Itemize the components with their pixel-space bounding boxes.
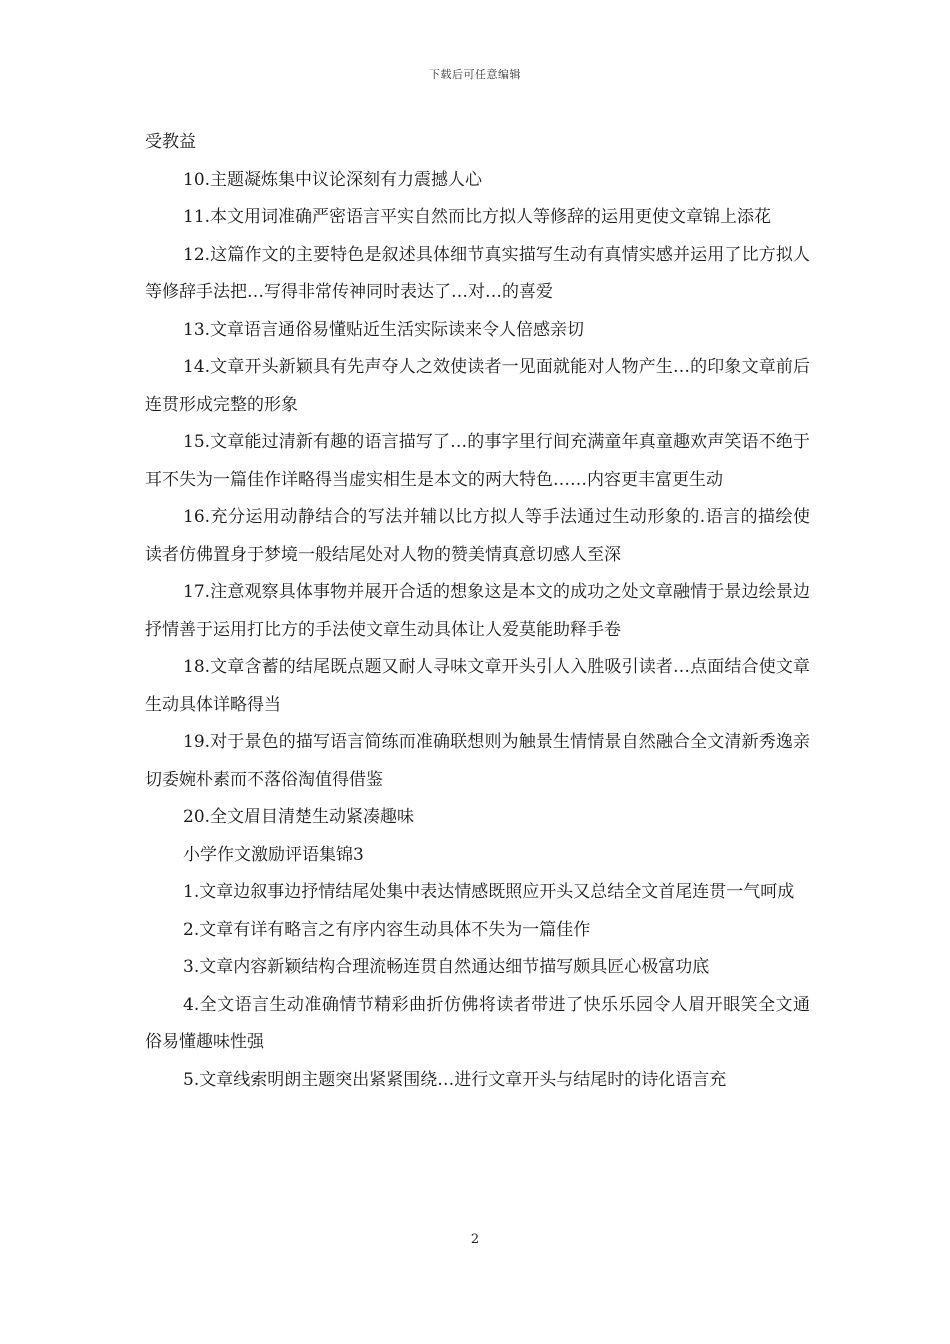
document-body	[145, 124, 810, 1099]
paragraph: 5.文章线索明朗主题突出紧紧围绕…进行文章开头与结尾时的诗化语言充	[183, 1069, 727, 1090]
paragraph: 2.文章有详有略言之有序内容生动具体不失为一篇佳作	[183, 919, 591, 940]
paragraph: 20.全文眉目清楚生动紧凑趣味	[183, 807, 415, 827]
paragraph: 10.主题凝炼集中议论深刻有力震撼人心	[183, 169, 483, 190]
paragraph: 受教益	[145, 132, 196, 152]
paragraph: 13.文章语言通俗易懂贴近生活实际读来令人倍感亲切	[183, 319, 585, 340]
section-heading: 小学作文激励评语集锦3	[183, 844, 364, 865]
paragraph: 16.充分运用动静结合的写法并辅以比方拟人等手法通过生动形象的.语言的描绘使读者仿佛置身于梦境一般结尾处对人物的赞美情真意切感人至深	[145, 507, 810, 565]
paragraph: 14.文章开头新颖具有先声夺人之效使读者一见面就能对人物产生…的印象文章前后连贯形成完整的形象	[145, 357, 810, 415]
paragraph: 3.文章内容新颖结构合理流畅连贯自然通达细节描写颇具匠心极富功底	[183, 957, 710, 977]
paragraph: 1.文章边叙事边抒情结尾处集中表达情感既照应开头又总结全文首尾连贯一气呵成	[183, 882, 795, 902]
paragraph: 15.文章能过清新有趣的语言描写了…的事字里行间充满童年真童趣欢声笑语不绝于耳不失为一篇佳作详略得当虚实相生是本文的两大特色……内容更丰富更生动	[145, 432, 810, 490]
paragraph: 4.全文语言生动准确情节精彩曲折仿佛将读者带进了快乐乐园令人眉开眼笑全文通俗易懂趣味性强	[145, 994, 810, 1052]
page-header: 下载后可任意编辑	[429, 68, 521, 81]
paragraph: 19.对于景色的描写语言简练而准确联想则为触景生情情景自然融合全文清新秀逸亲切委婉朴素而不落俗淘值得借鉴	[145, 732, 810, 790]
page-number: 2	[470, 1232, 480, 1247]
paragraph: 11.本文用词准确严密语言平实自然而比方拟人等修辞的运用更使文章锦上添花	[183, 207, 772, 227]
paragraph: 12.这篇作文的主要特色是叙述具体细节真实描写生动有真情实感并运用了比方拟人等修辞手法把…写得非常传神同时表达了…对…的喜爱	[145, 244, 810, 302]
paragraph: 18.文章含蓄的结尾既点题又耐人寻味文章开头引人入胜吸引读者…点面结合使文章生动具体详略得当	[145, 657, 810, 715]
paragraph: 17.注意观察具体事物并展开合适的想象这是本文的成功之处文章融情于景边绘景边抒情善于运用打比方的手法使文章生动具体让人爱莫能助释手卷	[145, 582, 810, 640]
